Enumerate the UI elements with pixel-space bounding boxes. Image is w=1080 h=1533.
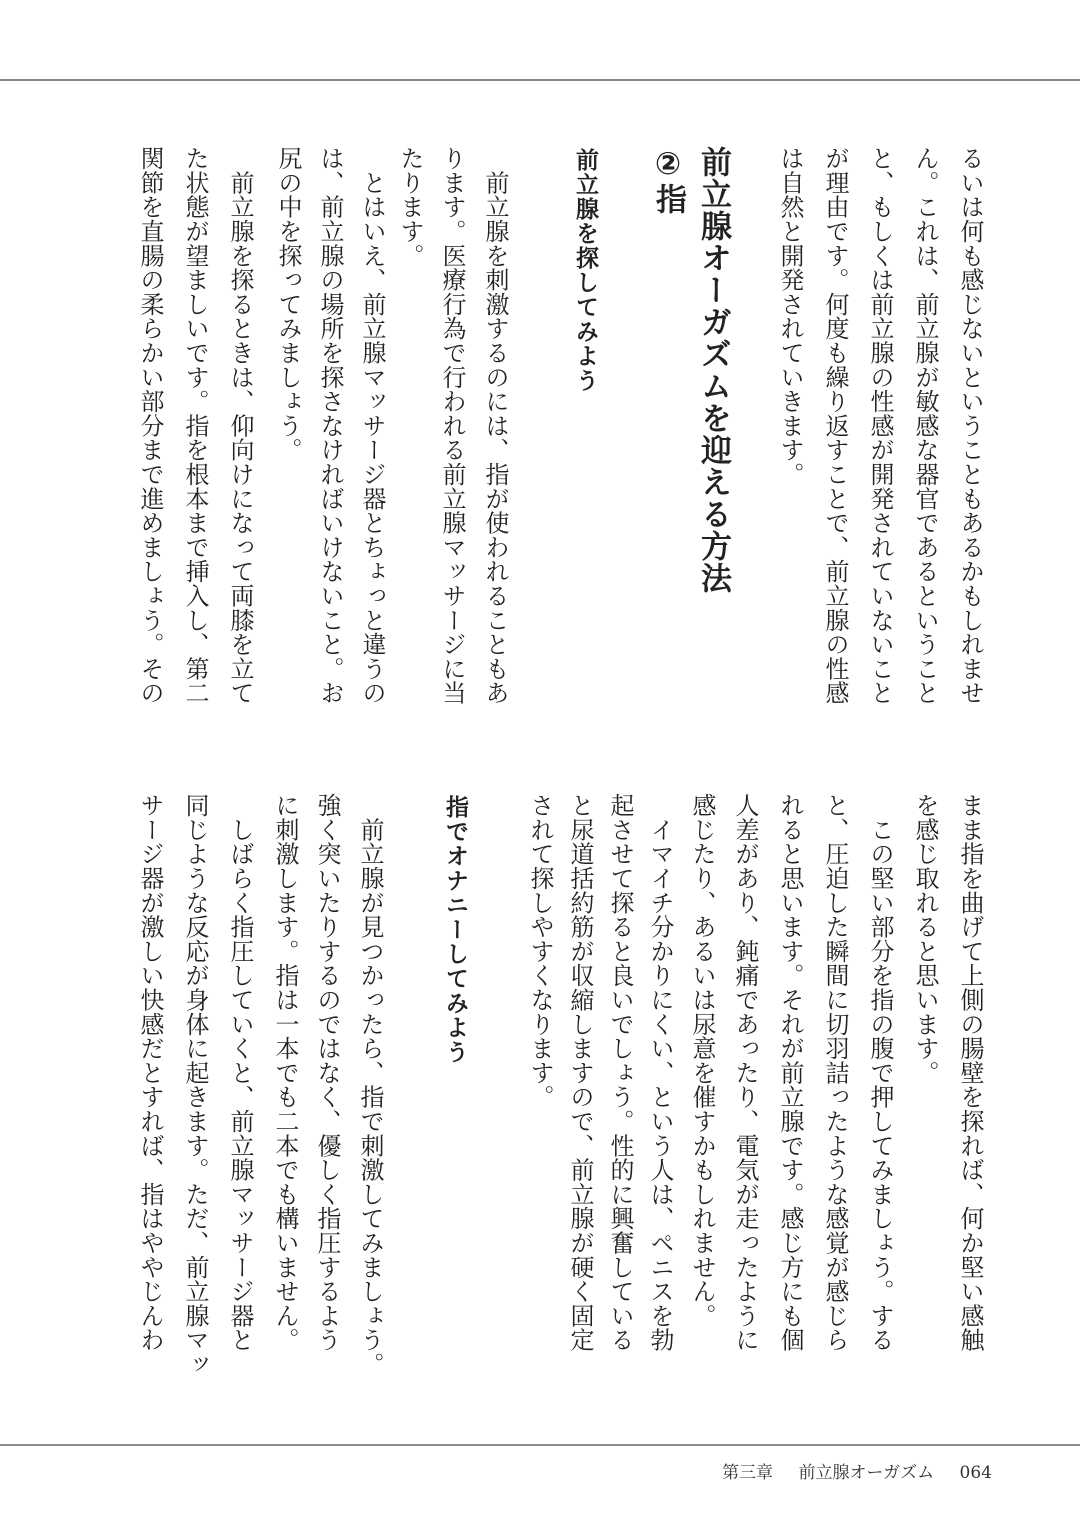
body-column: 人差があり、鈍痛であったり、電気が走ったように — [731, 793, 759, 1352]
body-column: 感じたり、あるいは尿意を催すかもしれません。 — [688, 793, 716, 1328]
body-column: に刺激します。指は一本でも二本でも構いません。 — [271, 793, 299, 1352]
top-rule — [0, 79, 1080, 81]
bottom-rule — [0, 1444, 1080, 1446]
body-column: と、圧迫した瞬間に切羽詰ったような感覚が感じら — [821, 793, 849, 1352]
body-column: た状態が望ましいです。指を根本まで挿入し、第二 — [181, 146, 209, 705]
body-column: が理由です。何度も繰り返すことで、前立腺の性感 — [821, 146, 849, 705]
body-column: 前立腺を探るときは、仰向けになって両膝を立て — [226, 146, 254, 705]
body-column: と、もしくは前立腺の性感が開発されていないこと — [866, 146, 894, 705]
body-column: しばらく指圧していくと、前立腺マッサージ器と — [226, 793, 254, 1352]
subheading: 前立腺を探してみよう — [572, 148, 598, 393]
body-column: まま指を曲げて上側の腸壁を探れば、何か堅い感触 — [956, 793, 984, 1352]
body-column: 強く突いたりするのではなく、優しく指圧するよう — [313, 793, 341, 1352]
body-column: されて探しやすくなります。 — [526, 793, 554, 1109]
footer-title: 前立腺オーガズム — [798, 1463, 935, 1483]
body-column: この堅い部分を指の腹で押してみましょう。する — [866, 793, 894, 1352]
body-column: サージ器が激しい快感だとすれば、指はややじんわ — [136, 793, 164, 1352]
running-footer — [702, 1458, 992, 1483]
body-column: 前立腺が見つかったら、指で刺激してみましょう。 — [356, 793, 384, 1377]
body-column: ん。これは、前立腺が敏感な器官であるということ — [911, 146, 939, 705]
body-column: たります。 — [396, 146, 424, 268]
body-column: るいは何も感じないということもあるかもしれませ — [956, 146, 984, 705]
body-column: と尿道括約筋が収縮しますので、前立腺が硬く固定 — [566, 793, 594, 1352]
body-column: ります。医療行為で行われる前立腺マッサージに当 — [438, 146, 466, 705]
section-heading: 前立腺オーガズムを迎える方法 — [695, 146, 731, 594]
section-heading-number: ②指 — [650, 146, 686, 215]
body-column: は自然と開発されていきます。 — [776, 146, 804, 487]
footer-chapter: 第三章 — [722, 1463, 774, 1483]
body-column: 尻の中を探ってみましょう。 — [274, 146, 302, 462]
body-column: とはいえ、前立腺マッサージ器とちょっと違うの — [358, 146, 386, 705]
body-column: 起させて探ると良いでしょう。性的に興奮している — [606, 793, 634, 1352]
body-column: 関節を直腸の柔らかい部分まで進めましょう。その — [136, 146, 164, 705]
body-column: れると思います。それが前立腺です。感じ方にも個 — [776, 793, 804, 1352]
body-column: 前立腺を刺激するのには、指が使われることもあ — [481, 146, 509, 705]
page-number: 064 — [959, 1463, 992, 1483]
body-column: は、前立腺の場所を探さなければいけないこと。お — [316, 146, 344, 705]
body-column: 同じような反応が身体に起きます。ただ、前立腺マッ — [181, 793, 209, 1377]
body-column: を感じ取れると思います。 — [911, 793, 939, 1085]
body-column: イマイチ分かりにくい、という人は、ペニスを勃 — [646, 793, 674, 1352]
subheading: 指でオナニーしてみよう — [442, 795, 468, 1065]
